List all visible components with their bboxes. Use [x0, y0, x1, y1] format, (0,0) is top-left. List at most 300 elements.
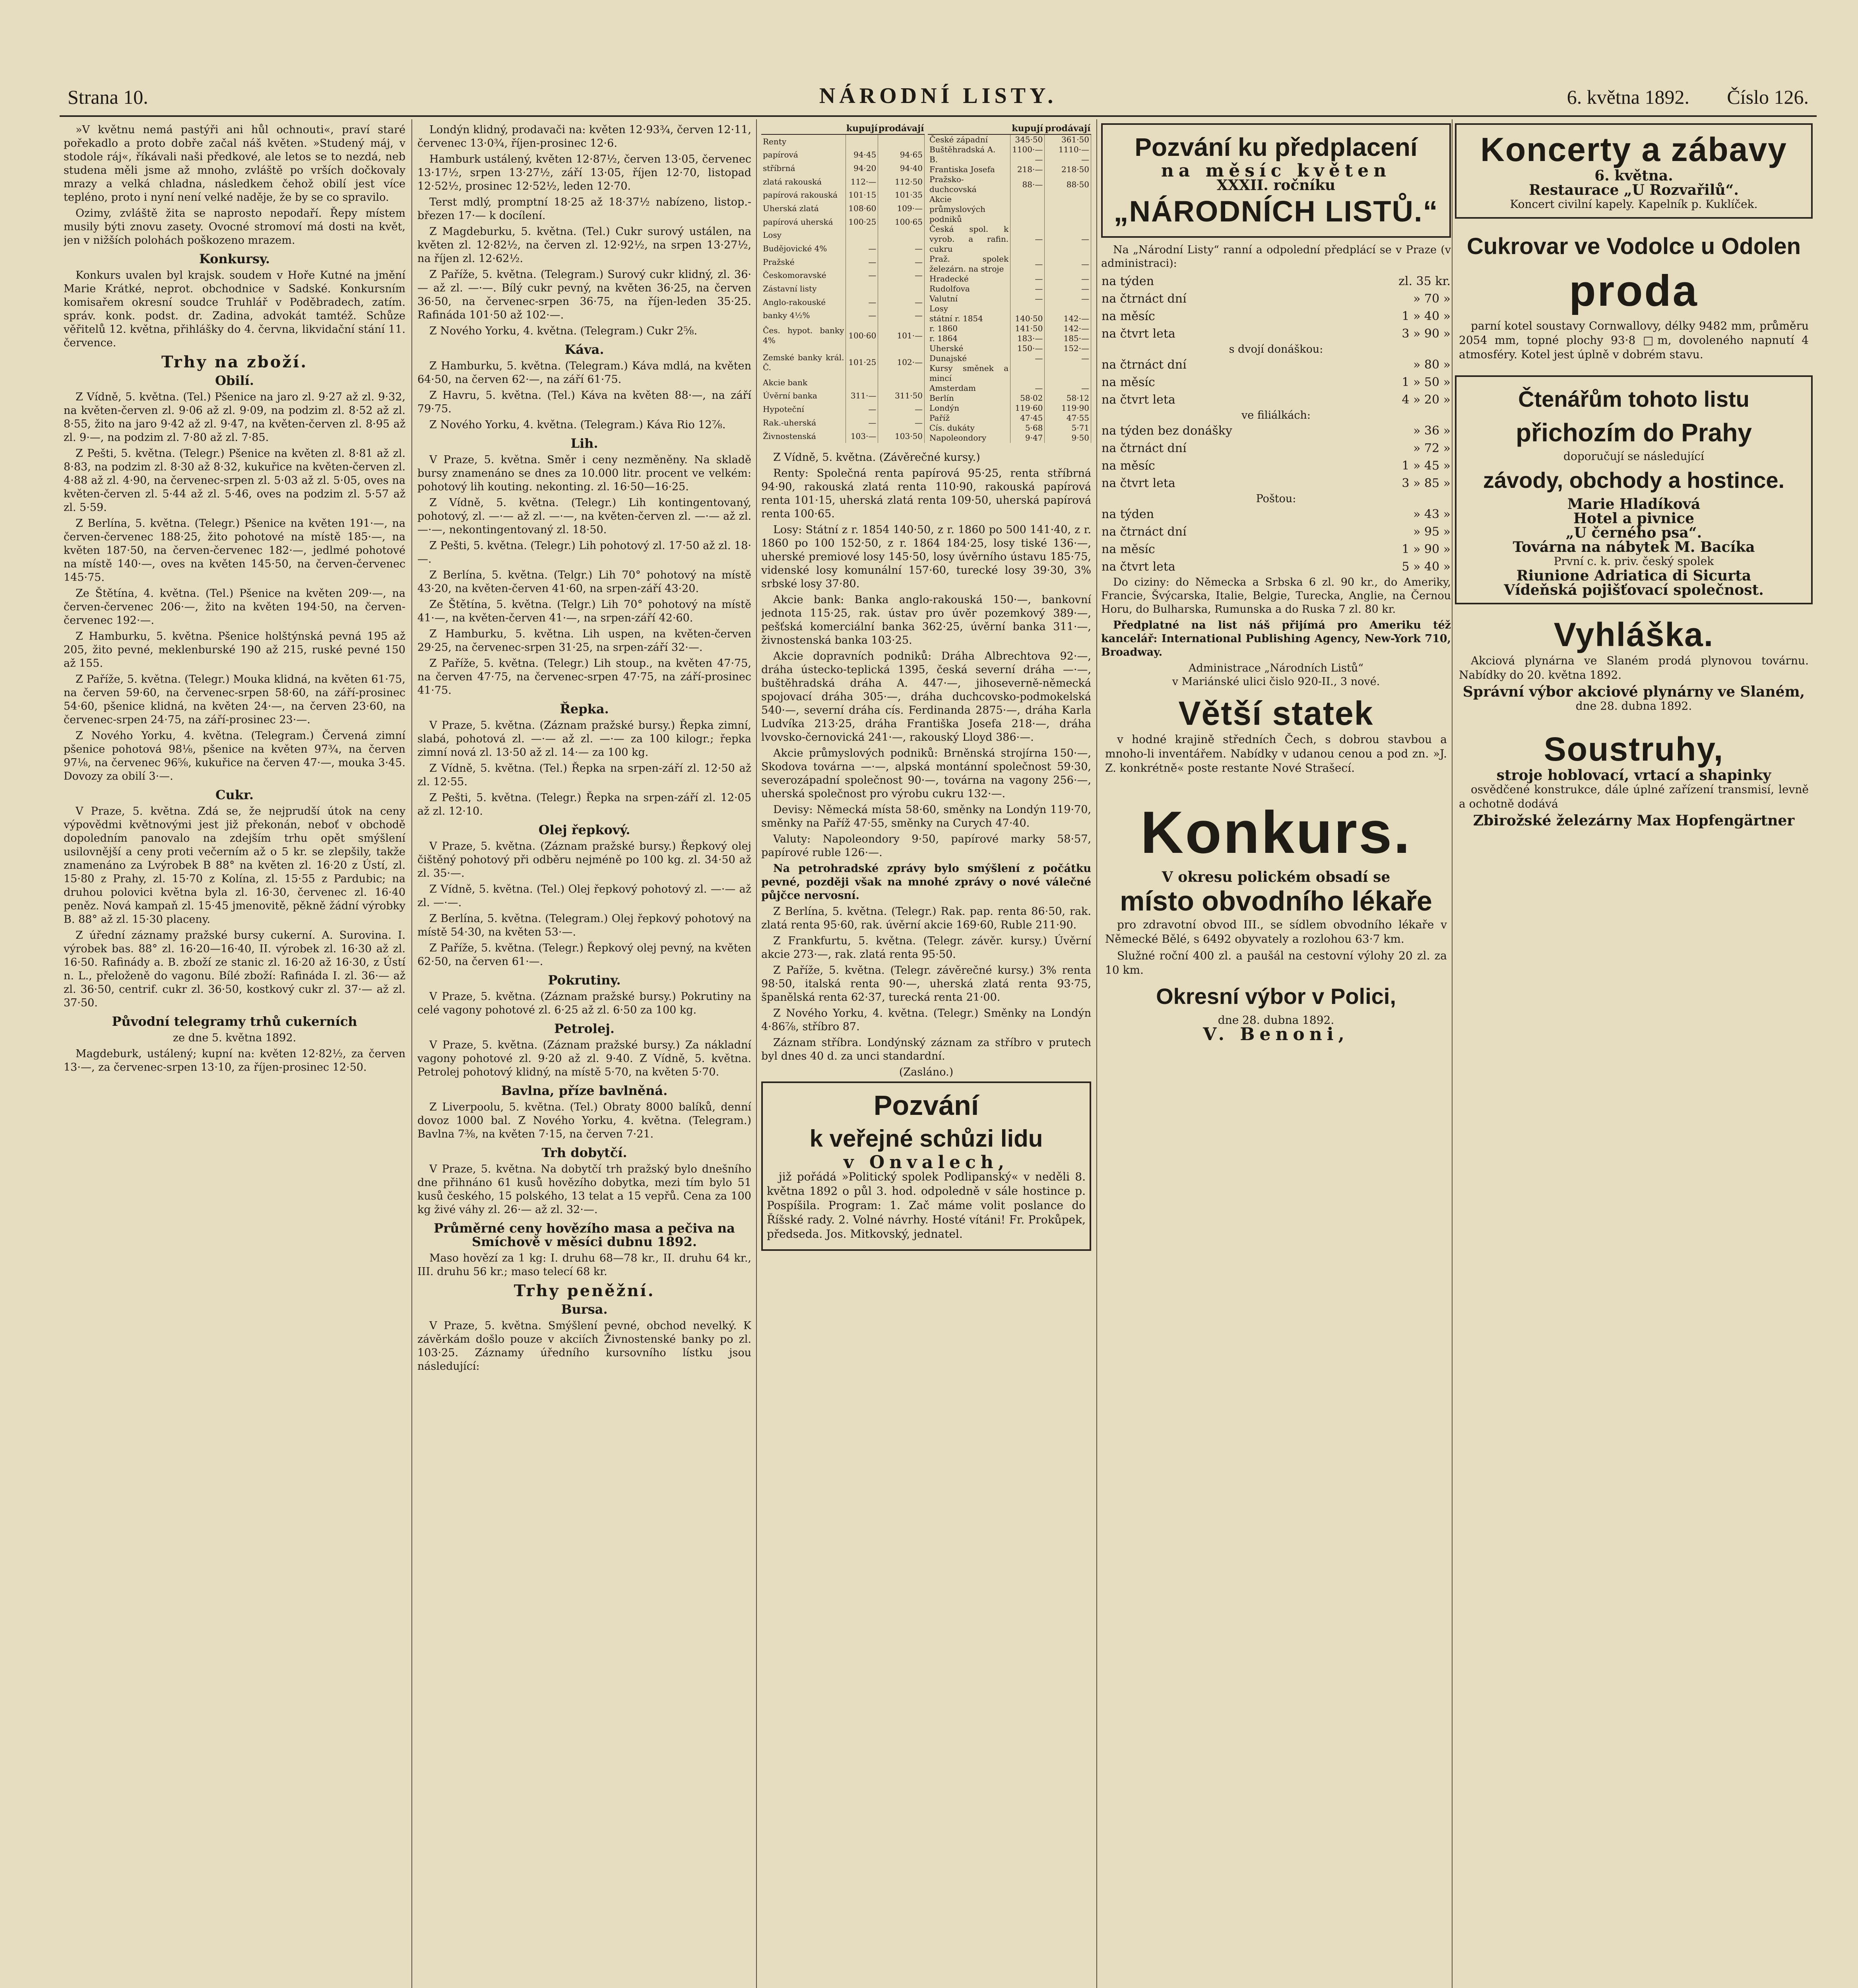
subsection-heading: Olej řepkový.	[538, 822, 630, 837]
market-report: Z Paříže, 5. května. (Telegr.) Lih stoup., na květen 47·75, na červen 47·75, na červenec-srpen 47·75, na září-prosinec 41·75.	[417, 657, 751, 697]
table-row	[761, 188, 925, 202]
market-report: Z Nového Yorku, 4. května. (Telegram.) Červená zimní pšenice pohotová 98⅛, pšenice na květen 97¾, na červen 97⅛, na červenec 96⅝, kukuřice na červen 47·—, mouka 3·45. Dovozy za obilí 3·—.	[64, 730, 405, 782]
table-cell: —	[846, 295, 878, 309]
table-row	[928, 274, 1091, 284]
concerts-title: Koncerty a zábavy	[1480, 131, 1787, 168]
konkurs-date: dne 28. dubna 1892.	[1218, 1013, 1334, 1027]
administration-title: Administrace „Národních Listů“	[1188, 662, 1364, 674]
table-row	[928, 155, 1091, 165]
subsection-heading: Lih.	[570, 436, 598, 451]
table-cell: 5·68	[1010, 423, 1045, 433]
table-header: kupují	[1010, 123, 1045, 134]
table-cell: » 95 »	[1413, 525, 1451, 539]
section-heading: Trhy peněžní.	[514, 1281, 655, 1300]
table-row	[761, 282, 925, 296]
table-cell: Kursy směnek a mincí	[928, 363, 1010, 383]
table-row	[1101, 475, 1451, 492]
table-cell: 58·02	[1010, 393, 1045, 403]
table-cell: 3 » 85 »	[1402, 476, 1451, 490]
table-cell	[878, 229, 925, 242]
market-report: Z Hamburku, 5. května. (Telegram.) Káva mdlá, na květen 64·50, na červen 62·—, na září 61·75.	[417, 360, 751, 386]
restaurant-text: Koncert civilní kapely. Kapelník p. Kuklíček.	[1510, 198, 1758, 211]
table-cell: —	[1010, 274, 1045, 284]
estate-text: v hodné krajině středních Čech, s dobrou stavbou a mnoho-li inventářem. Nabídky v udanou cenou a pod zn. »J. Z. konkrétně« poste restante Nové Strašecí.	[1105, 733, 1447, 775]
table-row	[761, 376, 925, 389]
table-cell: 1 » 90 »	[1402, 542, 1451, 556]
table-cell: Renty	[761, 134, 846, 148]
market-report: Z úřední záznamy pražské bursy cukerní. A. Surovina. I. výrobek bas. 88° zl. 16·20—16·40, II. výrobek zl. 16·30 až zl. 16·50. Rafinády a. B. zboží ze stanic zl. 16·20 až 16·30, z Ústí n. L., přeloženě do vagonu. Bílé zboží: Rafináda I. zl. 36·— až zl. 36·50, centrif. cukr zl. 36·50, kostkový cukr zl. 37·— až zl. 37·50.	[64, 929, 405, 1009]
table-cell: státní r. 1854	[928, 314, 1010, 324]
exchange-quotes-table	[928, 123, 1091, 443]
table-cell: 94·45	[846, 148, 878, 162]
announcement-signature: Správní výbor akciové plynárny ve Slaném,	[1462, 683, 1805, 700]
invitation-title: Pozvání	[873, 1090, 979, 1121]
table-cell: 142·—	[1045, 324, 1091, 334]
table-cell: —	[1045, 254, 1091, 274]
table-row	[1101, 325, 1451, 343]
column-divider	[411, 119, 412, 1988]
table-cell: na čtrnáct dní	[1102, 292, 1187, 306]
market-report: Londýn klidný, prodavači na: květen 12·93¾, červen 12·11, červenec 13·0¾, říjen-prosinec 12·6.	[417, 124, 751, 149]
table-row	[761, 295, 925, 309]
table-cell: 311·50	[878, 389, 925, 403]
table-cell: B.	[928, 155, 1010, 165]
column-5	[1455, 123, 1813, 1988]
market-report: V Praze, 5. května. Smýšlení pevné, obchod nevelký. K závěrkám došlo pouze v akciích Živnostenské banky po zl. 103·25. Záznamy úředního kursovního lístku jsou následující:	[417, 1320, 751, 1373]
table-cell: 150·—	[1010, 344, 1045, 353]
table-cell: —	[878, 416, 925, 429]
issue-number: Číslo 126.	[1727, 86, 1809, 108]
subscription-ad	[1101, 123, 1451, 238]
subsection-heading: Průměrné ceny hovězího masa a pečiva na Smíchově v měsíci dubnu 1892.	[434, 1221, 735, 1249]
table-row	[928, 433, 1091, 443]
lathes-title: Soustruhy,	[1544, 730, 1724, 768]
issue-date: 6. května 1892.	[1567, 86, 1689, 108]
market-report: ze dne 5. května 1892.	[173, 1032, 297, 1044]
section-heading: Trhy na zboží.	[161, 353, 308, 371]
table-cell: Cís. dukáty	[928, 423, 1010, 433]
table-cell: —	[846, 269, 878, 282]
market-report: Záznam stříbra. Londýnský záznam za stříbro v prutech byl dnes 40 d. za unci standardní.	[761, 1037, 1091, 1062]
table-row	[761, 242, 925, 256]
table-row	[1101, 290, 1451, 308]
table-cell: 101·35	[878, 188, 925, 202]
table-cell: papírová rakouská	[761, 188, 846, 202]
page-number: Strana 10.	[68, 86, 148, 108]
intro-paragraph: Ozimy, zvláště žita se naprosto nepodaří. Řepy místem musily býti znovu zasety. Ovocné stromoví má dosti na květ, jen v nižších polohách poškozeno mrazem.	[64, 207, 405, 247]
market-report: V Praze, 5. května. (Záznam pražské bursy.) Za nákladní vagony pohotové zl. 9·20 až zl. 9·40. Z Vídně, 5. května. Petrolej pohotový klidný, na místě 5·70, na květen 5·70.	[417, 1039, 751, 1078]
table-cell: —	[1045, 274, 1091, 284]
market-report: Z Magdeburku, 5. května. (Tel.) Cukr surový ustálen, na květen zl. 12·82½, na červen zl. 12·92½, na srpen 13·27½, na říjen zl. 12·62½.	[417, 225, 751, 265]
table-row	[928, 413, 1091, 423]
subsection-heading: Trh dobytčí.	[541, 1145, 627, 1160]
table-row	[1101, 541, 1451, 558]
market-report: V Praze, 5. května. (Záznam pražské bursy.) Řepka zimní, slabá, pohotová zl. —·— až zl. —·— za 100 kilogr.; řepka zimní nová zl. 13·50 až zl. 14·— za 100 kg.	[417, 719, 751, 759]
table-cell: 112·50	[878, 175, 925, 188]
market-report: Z Vídně, 5. května. (Tel.) Pšenice na jaro zl. 9·27 až zl. 9·32, na květen-červen zl. 9·06 až zl. 9·09, na podzim zl. 8·52 až zl. 8·55, žito na jaro 9·42 až zl. 9·47, na květen-červen zl. 8·95 až zl. 9·—, na podzim zl. 7·80 až zl. 7·85.	[64, 391, 405, 444]
table-row	[928, 403, 1091, 413]
article-paragraph: Konkurs uvalen byl krajsk. soudem v Hoře Kutné na jmění Marie Krátké, neprot. obchodnice v Sadské. Konkursním komisařem okresní soudce Truhlář v Poděbradech, zatím. správ. konk. podst. dr. Zadina, advokát tamtéž. Schůze věřitelů 12. května, přihlášky do 4. června, likvidační stání 11. července.	[64, 269, 405, 349]
market-report: Z Frankfurtu, 5. května. (Telegr. závěr. kursy.) Úvěrní akcie 273·—, rak. zlatá renta 95·50.	[761, 935, 1091, 961]
konkurs-ad	[1101, 789, 1451, 1047]
market-report: Z Paříže, 5. května. (Telegr.) Řepkový olej pevný, na květen 62·50, na červen 61·—.	[417, 942, 751, 968]
market-report: Z Pešti, 5. května. (Telegr.) Pšenice na květen zl. 8·81 až zl. 8·83, na podzim zl. 8·30 až 8·32, kukuřice na květen-červen zl. 4·88 až zl. 4·90, na červenec-srpen zl. 5·03 až zl. 5·05, oves na květen-červen zl. 5·44 až zl. 5·46, oves na podzim zl. 5·57 až zl. 5·59.	[64, 447, 405, 514]
table-row	[928, 165, 1091, 175]
table-cell: Rak.-uherská	[761, 416, 846, 429]
market-report: Z Paříže, 5. května. (Telegr.) Mouka klidná, na květen 61·75, na červen 59·60, na červenec-srpen 58·60, na září-prosinec 54·60, pšenice klidná, na květen 24·—, na červen 23·60, na červenec-srpen 24·75, na září-prosinec 23·—.	[64, 673, 405, 726]
estate-ad	[1101, 689, 1451, 783]
sale-label: proda	[1569, 266, 1699, 315]
table-cell: Čes. hypot. banky 4%	[761, 322, 846, 349]
table-cell: —	[1010, 383, 1045, 393]
table-row	[761, 269, 925, 282]
table-cell: Česká spol. k vyrob. a rafin. cukru	[928, 224, 1010, 254]
market-report: Akcie průmyslových podniků: Brněnská strojírna 150·—, Skodova továrna —·—, alpská montánní společnost 59·30, severozápadní společnost 90·—, továrna na vagony 256·—, uherská společnost pro výrobu cukru 132·—.	[761, 747, 1091, 800]
table-cell: —	[846, 403, 878, 416]
table-row	[761, 255, 925, 269]
table-cell	[1045, 194, 1091, 224]
table-row	[928, 175, 1091, 194]
table-cell: Pražsko-duchcovská	[928, 175, 1010, 194]
table-row	[1101, 440, 1451, 457]
table-cell: Anglo-rakouské	[761, 295, 846, 309]
table-cell: Napoleondory	[928, 433, 1010, 443]
announcement-text: Akciová plynárna ve Slaném prodá plynovou továrnu. Nabídky do 20. května 1892.	[1459, 654, 1809, 681]
table-row	[761, 134, 925, 148]
table-cell: —	[1045, 383, 1091, 393]
market-report: Valuty: Napoleondory 9·50, papírové marky 58·57, papírové ruble 126·—.	[761, 833, 1091, 859]
table-cell: —	[878, 242, 925, 256]
table-cell: 100·60	[846, 322, 878, 349]
table-row	[928, 194, 1091, 224]
market-report: V Praze, 5. května. (Záznam pražské bursy.) Pokrutiny na celé vagony pohotové zl. 6·25 až zl. 6·50 za 100 kg.	[417, 990, 751, 1016]
table-cell: » 70 »	[1413, 292, 1451, 306]
restaurant-name: Restaurace „U Rozvařilů“.	[1529, 182, 1739, 198]
table-cell: na týden	[1102, 507, 1154, 521]
table-row	[928, 254, 1091, 274]
table-cell: —	[846, 255, 878, 269]
market-report: Z Paříže, 5. května. (Telegr. závěrečné kursy.) 3% renta 98·50, italská renta 90·—, uherská zlatá renta 93·75, španělská renta 62·37, turecká renta 21·00.	[761, 964, 1091, 1004]
newspaper-title: NÁRODNÍ LISTY.	[819, 83, 1057, 108]
table-cell: na čtrnáct dní	[1102, 358, 1187, 372]
sugar-factory-text: parní kotel soustavy Cornwallovy, délky 9482 mm, průměru 2054 mm, topné plochy 93·8 □m, dovoleného napnutí 4 atmosféry. Kotel jest úplně v dobrém stavu.	[1459, 319, 1809, 361]
table-cell: Uherské	[928, 344, 1010, 353]
table-cell: 94·40	[878, 162, 925, 175]
rates-table	[1101, 422, 1451, 492]
table-cell: Zemské banky král. Č.	[761, 349, 846, 376]
table-cell: » 36 »	[1413, 424, 1451, 438]
table-cell: 1 » 40 »	[1402, 309, 1451, 323]
table-cell: 1 » 50 »	[1402, 375, 1451, 389]
table-cell: 108·60	[846, 202, 878, 215]
table-cell: Buštěhradská A.	[928, 145, 1010, 155]
subsection-heading: Bavlna, příze bavlněná.	[501, 1083, 668, 1098]
table-cell: 101·15	[846, 188, 878, 202]
table-cell: na čtvrt leta	[1102, 327, 1175, 341]
table-cell: Budějovické 4%	[761, 242, 846, 256]
table-cell: —	[1045, 155, 1091, 165]
directory-subtitle: přichozím do Prahy	[1516, 418, 1752, 447]
table-cell: 218·50	[1045, 165, 1091, 175]
table-cell: na týden	[1102, 274, 1154, 288]
directory-entry: Vídeňská pojišťovací společnost.	[1504, 582, 1764, 598]
table-cell: Rudolfova	[928, 284, 1010, 294]
table-row	[1101, 308, 1451, 325]
table-row	[761, 162, 925, 175]
table-cell: 1100·—	[1010, 145, 1045, 155]
table-row	[928, 284, 1091, 294]
table-cell: 9·50	[1045, 433, 1091, 443]
market-report: Z Pešti, 5. května. (Telegr.) Řepka na srpen-září zl. 12·05 až zl. 12·10.	[417, 792, 751, 817]
table-cell: —	[878, 269, 925, 282]
market-report: Magdeburk, ustálený; kupní na: květen 12·82½, za červen 13·—, za červenec-srpen 13·10, za říjen-prosinec 12·50.	[64, 1048, 405, 1074]
table-cell: na měsíc	[1102, 309, 1155, 323]
subsection-heading: Bursa.	[561, 1302, 608, 1317]
subscription-title: Pozvání ku předplacení	[1135, 133, 1418, 161]
table-cell: na měsíc	[1102, 542, 1155, 556]
table-cell	[1010, 304, 1045, 314]
table-cell: 183·—	[1010, 334, 1045, 344]
table-cell: —	[1010, 294, 1045, 304]
market-report: Devisy: Německá místa 58·60, směnky na Londýn 119·70, směnky na Paříž 47·55, směnky na Curych 47·40.	[761, 804, 1091, 829]
invitation-place: v Onvalech,	[843, 1152, 1009, 1173]
table-cell: 94·20	[846, 162, 878, 175]
lathes-company: Zbirožské železárny Max Hopfengärtner	[1473, 812, 1795, 829]
table-row	[928, 363, 1091, 383]
table-cell: » 80 »	[1413, 358, 1451, 372]
rates-heading: s dvojí donáškou:	[1229, 343, 1323, 355]
table-row	[928, 334, 1091, 344]
table-cell: 140·50	[1010, 314, 1045, 324]
rates-table	[1101, 273, 1451, 343]
table-row	[928, 423, 1091, 433]
table-cell: Valutní	[928, 294, 1010, 304]
table-row	[761, 389, 925, 403]
rates-table	[1101, 356, 1451, 409]
table-cell: Dunajské	[928, 353, 1010, 363]
sugar-factory-ad	[1455, 224, 1813, 370]
table-cell: 112·—	[846, 175, 878, 188]
section-heading: Konkursy.	[199, 251, 270, 266]
table-cell: 88·—	[1010, 175, 1045, 194]
table-cell: 100·65	[878, 215, 925, 229]
table-cell: Frantiska Josefa	[928, 165, 1010, 175]
table-cell	[878, 376, 925, 389]
table-cell	[1010, 194, 1045, 224]
announcement-ad	[1455, 610, 1813, 719]
table-cell: » 72 »	[1413, 441, 1451, 455]
konkurs-subtitle: V okresu polickém obsadí se	[1162, 869, 1391, 885]
table-cell: —	[846, 416, 878, 429]
market-report: Ze Štětína, 5. května. (Telgr.) Lih 70° pohotový na místě 41·—, na květen-červen 41·—, na srpen-září 42·60.	[417, 598, 751, 624]
table-row	[761, 215, 925, 229]
concerts-ad	[1455, 123, 1813, 219]
market-report: Z Nového Yorku, 4. května. (Telegr.) Směnky na Londýn 4·86⅞, stříbro 87.	[761, 1007, 1091, 1033]
table-row	[761, 229, 925, 242]
lathes-subtitle: stroje hoblovací, vrtací a shapinky	[1496, 767, 1771, 784]
subsection-heading: Káva.	[564, 342, 604, 357]
table-cell	[846, 282, 878, 296]
table-cell: r. 1864	[928, 334, 1010, 344]
subscription-text: Na „Národní Listy“ ranní a odpolední předplácí se v Praze (v administraci):	[1101, 244, 1451, 270]
subsection-heading: Obilí.	[215, 373, 254, 388]
readers-directory	[1455, 375, 1813, 604]
table-cell: Akcie bank	[761, 376, 846, 389]
table-row	[1101, 523, 1451, 541]
market-report: Z Pešti, 5. května. (Telegr.) Lih pohotový zl. 17·50 až zl. 18·—.	[417, 540, 751, 565]
meeting-invitation-ad	[761, 1081, 1091, 1251]
directory-text: doporučují se následující	[1563, 450, 1704, 463]
table-cell: 119·60	[1010, 403, 1045, 413]
market-report: Z Berlína, 5. května. (Telegr.) Pšenice na květen 191·—, na červen-červenec 188·25, žito pohotové na místě 185·—, na květen 187·50, na červen-červenec 182·—, jedlmé pohotové na místě 140·—, oves na květen 145·50, na červen-červenec 145·75.	[64, 517, 405, 584]
market-report: Losy: Státní z r. 1854 140·50, z r. 1860 po 500 141·40, z r. 1860 po 100 152·50, z r. 1864 184·25, losy tiské 136·—, uherské premiové losy 145·50, losy úvěrního ústavu 185·75, videnské losy komunální 157·60, turecké losy 39·30, 3% srbské losy 37·80.	[761, 524, 1091, 590]
masthead	[68, 78, 1809, 113]
column-4	[1101, 123, 1451, 1988]
konkurs-text: pro zdravotní obvod III., se sídlem obvodního lékaře v Německé Bělé, s 6492 obyvately a rozlohou 63·7 km.	[1105, 918, 1447, 945]
table-cell: 101·25	[846, 349, 878, 376]
exchange-quotes-table	[761, 123, 925, 443]
table-cell: Úvěrní banka	[761, 389, 846, 403]
table-cell: 141·50	[1010, 324, 1045, 334]
table-cell	[1045, 363, 1091, 383]
column-3	[761, 123, 1091, 1988]
america-agency: Předplatné na list náš přijímá pro Ameriku též kancelář: International Publishing Agency, New-York 710, Broadway.	[1101, 619, 1451, 658]
table-cell: —	[1010, 224, 1045, 254]
table-cell: Losy	[761, 229, 846, 242]
table-cell: na čtvrt leta	[1102, 560, 1175, 574]
table-cell: 152·—	[1045, 344, 1091, 353]
directory-entry: Riunione Adriatica di Sicurta	[1516, 567, 1751, 584]
table-cell: Hypoteční	[761, 403, 846, 416]
invitation-text: již pořádá »Politický spolek Podlipanský« v neděli 8. května 1892 o půl 3. hod. odpoledně v sále hostince p. Pospíšila. Program: 1. Zač máme volit poslance do Říšské rady. 2. Volné návrhy. Hosté vítáni! Fr. Prokůpek, předseda. Jos. Mitkovský, jednatel.	[767, 1170, 1086, 1241]
table-row	[761, 403, 925, 416]
intro-paragraph: »V květnu nemá pastýři ani hůl ochnouti«, praví staré pořekadlo a proto dobře začal náš květen. »Studený máj, v stodole ráj«, říkávali naši předkové, ale letos se to nezdá, neb studena měli jsme až mnoho, zvláště po vrších dočkovaly mrazy a velká chladna, následkem čehož obilí jest více tepléno, proto i nyní není velké naděje, že by se co spravilo.	[64, 124, 405, 204]
lathes-ad	[1455, 724, 1813, 833]
market-report: Renty: Společná renta papírová 95·25, renta stříbrná 94·90, rakouská zlatá renta 110·90, rakouská papírová renta 101·15, uherská zlatá renta 109·50, uherská papírová renta 100·65.	[761, 467, 1091, 520]
rates-heading: Poštou:	[1256, 493, 1296, 505]
table-cell: Uherská zlatá	[761, 202, 846, 215]
table-row	[1101, 506, 1451, 523]
table-header: prodávají	[1045, 123, 1091, 134]
foreign-rates: Do ciziny: do Německa a Srbska 6 zl. 90 kr., do Ameriky, Francie, Švýcarska, Italie, Belgie, Turecka, Anglie, na Černou Horu, do Bulharska, Rumunska a do Ruska 7 zl. 80 kr.	[1101, 576, 1451, 615]
table-cell: banky 4½%	[761, 309, 846, 322]
column-divider	[1096, 119, 1097, 1988]
directory-heading: závody, obchody a hostince.	[1483, 468, 1785, 493]
konkurs-text: Služné roční 400 zl. a paušál na cestovní výlohy 20 zl. za 10 km.	[1105, 949, 1447, 977]
table-cell: Amsterdam	[928, 383, 1010, 393]
market-report: Terst mdlý, promptní 18·25 až 18·37½ nabízeno, listop.-březen 17·— k docílení.	[417, 196, 751, 222]
market-report: V Praze, 5. května. (Záznam pražské bursy.) Řepkový olej čištěný pohotový při odběru nejméně po 100 kg. zl. 34·50 až zl. 35·—.	[417, 840, 751, 879]
table-cell: Živnostenská	[761, 429, 846, 443]
market-report: Akcie dopravních podniků: Dráha Albrechtova 92·—, dráha ústecko-teplická 1395, česká severní dráha —·—, buštěhradská dráha A. 447·—, jihoseverně-německá spojovací dráha 305·—, dráha duchcovsko-podmokelská 540·—, severní dráha cís. Ferdinanda 2875·—, dráha Karla Ludvíka 213·25, dráha Františka Josefa 218·—, dráha lvovsko-černovická 241·—, rakouský Lloyd 386·—.	[761, 650, 1091, 744]
table-row	[928, 383, 1091, 393]
market-report: Hamburk ustálený, květen 12·87½, červen 13·05, červenec 13·17½, srpen 13·27½, září 13·05, říjen 12·70, listopad 12·52½, prosinec 12·52½, leden 12·70.	[417, 153, 751, 192]
market-report: Z Vídně, 5. května. (Tel.) Řepka na srpen-září zl. 12·50 až zl. 12·55.	[417, 762, 751, 788]
table-cell: 94·65	[878, 148, 925, 162]
table-cell: Berlín	[928, 393, 1010, 403]
table-row	[1101, 356, 1451, 374]
table-row	[1101, 422, 1451, 440]
table-row	[928, 224, 1091, 254]
table-cell: —	[1045, 353, 1091, 363]
table-cell: na čtvrt leta	[1102, 476, 1175, 490]
table-cell: České západní	[928, 134, 1010, 145]
table-cell: na měsíc	[1102, 375, 1155, 389]
table-cell: na čtvrt leta	[1102, 393, 1175, 407]
konkurs-position: místo obvodního lékaře	[1120, 885, 1432, 916]
market-report: V Praze, 5. května. Směr i ceny nezměněny. Na skladě bursy znamenáno se dnes za 10.000 litr. procent ve velkém: pohotový lih kouting. nekonting. zl. 16·50—16·25.	[417, 454, 751, 493]
table-cell: 142·—	[1045, 314, 1091, 324]
table-cell: —	[878, 255, 925, 269]
table-cell: —	[846, 309, 878, 322]
directory-entry: Továrna na nábytek M. Bacíka	[1513, 539, 1755, 555]
market-report: Na petrohradské zprávy bylo smýšlení z počátku pevné, později však na mnohé zprávy o nové válečné půjčce nervosní.	[761, 862, 1091, 902]
table-row	[761, 309, 925, 322]
table-cell: » 43 »	[1413, 507, 1451, 521]
table-cell: 102·—	[878, 349, 925, 376]
table-row	[928, 314, 1091, 324]
subscription-paper: „NÁRODNÍCH LISTŮ.“	[1113, 195, 1439, 228]
subsection-heading: Řepka.	[560, 701, 609, 716]
directory-title: Čtenářům tohoto listu	[1518, 386, 1749, 412]
table-cell	[878, 134, 925, 148]
konkurs-signature: V. Benoni,	[1203, 1024, 1349, 1044]
district-committee: Okresní výbor v Polici,	[1156, 984, 1396, 1009]
table-cell: —	[1010, 155, 1045, 165]
table-row	[761, 416, 925, 429]
table-cell	[846, 376, 878, 389]
table-cell: 88·50	[1045, 175, 1091, 194]
table-cell	[1045, 304, 1091, 314]
table-cell: —	[878, 403, 925, 416]
administration-address: v Mariánské ulici čislo 920-II., 3 nové.	[1172, 676, 1380, 688]
table-cell: 1 » 45 »	[1402, 459, 1451, 473]
table-row	[928, 304, 1091, 314]
table-cell: —	[878, 309, 925, 322]
table-cell: r. 1860	[928, 324, 1010, 334]
column-2	[417, 123, 751, 1988]
table-row	[928, 134, 1091, 145]
subsection-heading: Petrolej.	[554, 1021, 615, 1036]
table-row	[761, 349, 925, 376]
table-cell: 9·47	[1010, 433, 1045, 443]
konkurs-title: Konkurs.	[1140, 799, 1412, 866]
announcement-title: Vyhláška.	[1554, 616, 1714, 653]
concerts-date: 6. května.	[1594, 167, 1673, 184]
market-report: Z Hamburku, 5. května. Lih uspen, na květen-červen 29·25, na červenec-srpen 31·25, na srpen-září 32·—.	[417, 628, 751, 654]
table-cell: 345·50	[1010, 134, 1045, 145]
directory-entry: „U černého psa“.	[1565, 524, 1702, 541]
table-cell	[878, 282, 925, 296]
table-cell: na týden bez donášky	[1102, 424, 1232, 438]
market-report: Z Berlína, 5. května. (Telgr.) Lih 70° pohotový na místě 43·20, na květen-červen 41·60, na srpen-září 43·20.	[417, 569, 751, 595]
table-cell: —	[1010, 353, 1045, 363]
table-cell: zl. 35 kr.	[1398, 274, 1451, 288]
table-cell: 5 » 40 »	[1402, 560, 1451, 574]
market-report: V Praze, 5. května. Zdá se, že nejprudší útok na ceny výpovědmi květnovými jest již překonán, neboť v obchodě dopoledním panovalo na zdejším trhu opět smýšlení usilovnější a ceny proti večerním až o 5 kr. se zlepšily, takže znamenáno za Lvýrobek B 88° na květen zl. 16·20 z Ústí, zl. 15·80 z Prahy, zl. 15·70 z Kolína, zl. 15·55 z Pardubic; na druhou polovici května byla zl. 16·30, červenec zl. 16·40 peněz. Nová kampaň zl. 15·45 jmenovitě, pěkně žádní výrobky B. 88° až zl. 15·30 placeny.	[64, 805, 405, 926]
table-cell: 4 » 20 »	[1402, 393, 1451, 407]
table-cell: 185·—	[1045, 334, 1091, 344]
market-report: Z Vídně, 5. května. (Závěrečné kursy.)	[773, 451, 980, 464]
header-rule	[60, 115, 1817, 117]
table-cell: 1110·—	[1045, 145, 1091, 155]
table-cell: —	[1045, 284, 1091, 294]
table-cell: —	[1010, 254, 1045, 274]
market-report: Z Liverpoolu, 5. května. (Tel.) Obraty 8000 balíků, denní dovoz 1000 bal. Z Nového Yorku, 4. května. (Telegram.) Bavlna 7⅜, na květen 7·15, na červen 7·21.	[417, 1101, 751, 1140]
market-report: Z Berlína, 5. května. (Telegram.) Olej řepkový pohotový na místě 54·30, na květen 53·—.	[417, 912, 751, 938]
market-report: V Praze, 5. května. Na dobytčí trh pražský bylo dnešního dne přihnáno 61 kusů hovězího dobytka, mezi tím bylo 51 kusů českého, 15 polského, 13 telat a 15 vepřů. Cena za 100 kg živé váhy zl. 26·— až zl. 32·—.	[417, 1163, 751, 1216]
rates-table	[1101, 506, 1451, 576]
